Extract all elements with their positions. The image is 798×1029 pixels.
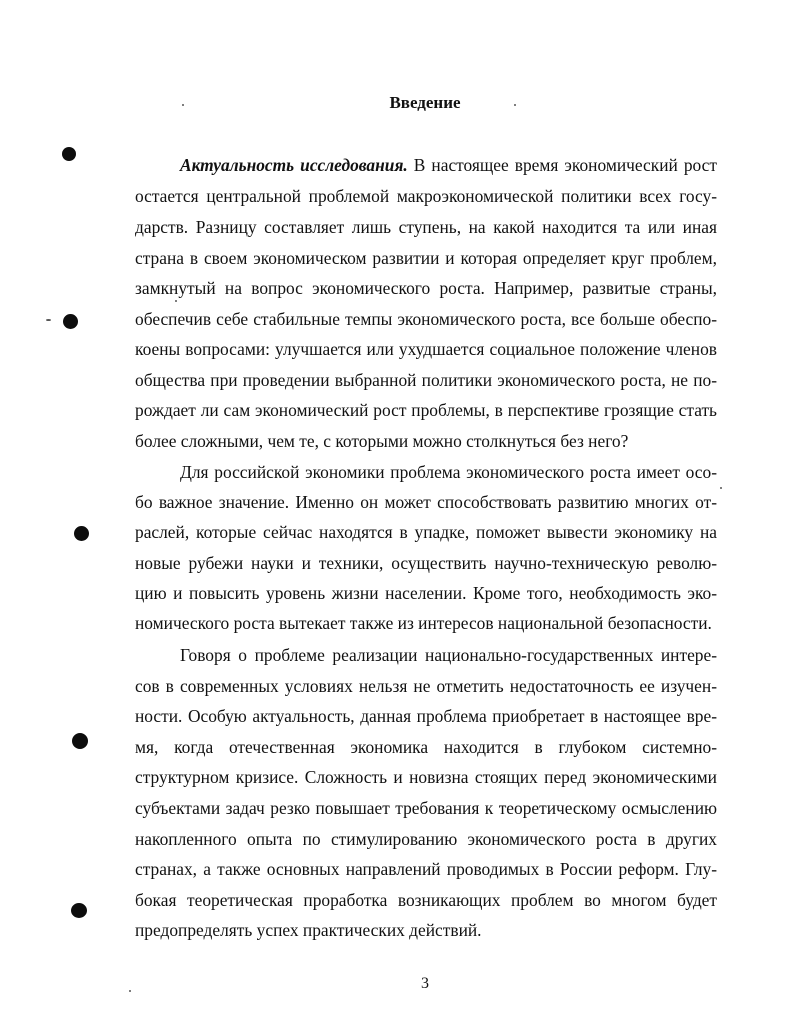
- text-line: цию и повысить уровень жизни населении. Кроме того, необходимость эко-: [135, 583, 717, 603]
- binder-hole-mark: [71, 903, 87, 918]
- text-line: бо важное значение. Именно он может способствовать развитию многих от-: [135, 492, 717, 512]
- text-line: накопленного опыта по стимулированию экономического роста в других: [135, 829, 717, 849]
- text-line: странах, а также основных направлений проводимых в России реформ. Глу-: [135, 859, 717, 879]
- text-line: [180, 155, 717, 175]
- text-line: номического роста вытекает также из интересов национальной безопасности.: [135, 613, 712, 633]
- text-line: рождает ли сам экономический рост проблемы, в перспективе грозящие стать: [135, 400, 717, 420]
- page-number: 3: [421, 975, 429, 992]
- lead-phrase: Актуальность исследования.: [180, 155, 408, 175]
- text-line: мя, когда отечественная экономика находится в глубоком системно-: [135, 737, 717, 757]
- text-line: более сложными, чем те, с которыми можно столкнуться без него?: [135, 431, 629, 451]
- scan-speck: [46, 319, 51, 321]
- text-line-rest: В настоящее время экономический рост: [407, 155, 717, 175]
- page-title: Введение: [389, 93, 461, 112]
- binder-hole-mark: [74, 526, 89, 541]
- text-line: остается центральной проблемой макроэкономической политики всех госу-: [135, 186, 717, 206]
- text-line: Говоря о проблеме реализации национально-государственных интере-: [180, 645, 717, 665]
- text-line: предопределять успех практических действий.: [135, 920, 482, 940]
- text-line: ности. Особую актуальность, данная проблема приобретает в настоящее вре-: [135, 706, 717, 726]
- text-line: структурном кризисе. Сложность и новизна стоящих перед экономическими: [135, 767, 717, 787]
- scan-speck: [175, 300, 177, 302]
- scan-speck: [720, 487, 722, 489]
- text-line: страна в своем экономическом развитии и которая определяет круг проблем,: [135, 248, 717, 268]
- binder-hole-mark: [63, 314, 78, 329]
- text-line: раслей, которые сейчас находятся в упадке, поможет вывести экономику на: [135, 522, 717, 542]
- binder-hole-mark: [62, 147, 76, 161]
- text-line: новые рубежи науки и техники, осуществить научно-техническую револю-: [135, 553, 717, 573]
- text-line: сов в современных условиях нельзя не отметить недостаточность ее изучен-: [135, 676, 717, 696]
- text-line: общества при проведении выбранной политики экономического роста, не по-: [135, 370, 717, 390]
- text-line: замкнутый на вопрос экономического роста. Например, развитые страны,: [135, 278, 717, 298]
- text-line: обеспечив себе стабильные темпы экономического роста, все больше обеспо-: [135, 309, 717, 329]
- text-line: Для российской экономики проблема экономического роста имеет осо-: [180, 462, 717, 482]
- text-line: субъектами задач резко повышает требования к теоретическому осмыслению: [135, 798, 717, 818]
- text-line: коены вопросами: улучшается или ухудшается социальное положение членов: [135, 339, 717, 359]
- binder-hole-mark: [72, 733, 88, 749]
- text-line: бокая теоретическая проработка возникающих проблем во многом будет: [135, 890, 717, 910]
- text-line: дарств. Разницу составляет лишь ступень, на какой находится та или иная: [135, 217, 717, 237]
